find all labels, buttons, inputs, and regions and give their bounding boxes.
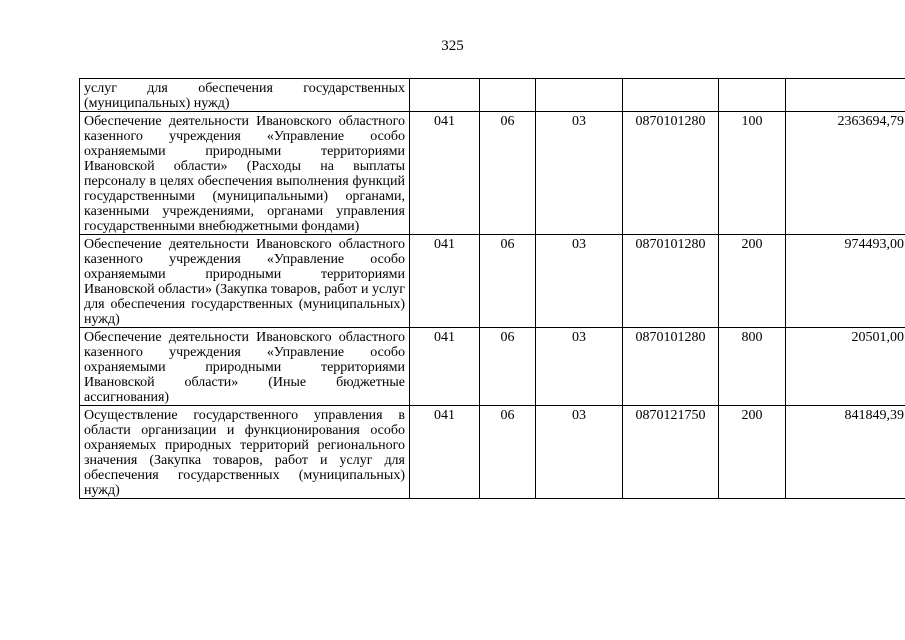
amount: 974493,00: [786, 235, 905, 328]
admin-code: 041: [410, 235, 480, 328]
admin-code: 041: [410, 406, 480, 499]
row-description: Обеспечение деятельности Ивановского областного казенного учреждения «Управление особо охраняемыми природными территориями Ивановской области» (Иные бюджетные ассигнования): [80, 328, 410, 406]
subsection-code: 03: [536, 328, 623, 406]
admin-code: 041: [410, 328, 480, 406]
expense-type-code: 100: [719, 112, 786, 235]
row-description: услуг для обеспечения государственных (муниципальных) нужд): [80, 79, 410, 112]
target-code: 0870101280: [623, 328, 719, 406]
expense-type-code: 200: [719, 235, 786, 328]
subsection-code: 03: [536, 235, 623, 328]
row-description: Обеспечение деятельности Ивановского областного казенного учреждения «Управление особо охраняемыми природными территориями Ивановской области» (Расходы на выплаты персоналу в целях обеспечения выполнения функций государственными (муниципальными) органами, казенными учреждениями, органами управления государственными внебюджетными фондами): [80, 112, 410, 235]
target-code: [623, 79, 719, 112]
row-description: Обеспечение деятельности Ивановского областного казенного учреждения «Управление особо охраняемыми природными территориями Ивановской области» (Закупка товаров, работ и услуг для обеспечения государственных (муниципальных) нужд): [80, 235, 410, 328]
admin-code: 041: [410, 112, 480, 235]
subsection-code: 03: [536, 406, 623, 499]
subsection-code: [536, 79, 623, 112]
budget-table: [79, 78, 905, 499]
section-code: [480, 79, 536, 112]
table-row: [80, 406, 905, 499]
table-row: [80, 235, 905, 328]
table-row: [80, 112, 905, 235]
section-code: 06: [480, 112, 536, 235]
page-number: 325: [441, 38, 464, 54]
section-code: 06: [480, 235, 536, 328]
expense-type-code: [719, 79, 786, 112]
amount: 841849,39: [786, 406, 905, 499]
target-code: 0870121750: [623, 406, 719, 499]
expense-type-code: 800: [719, 328, 786, 406]
row-description: Осуществление государственного управления в области организации и функционирования особо охраняемых природных территорий регионального значения (Закупка товаров, работ и услуг для обеспечения государственных (муниципальных) нужд): [80, 406, 410, 499]
amount: 2363694,79: [786, 112, 905, 235]
table-row: [80, 79, 905, 112]
amount: [786, 79, 905, 112]
table-row: [80, 328, 905, 406]
amount: 20501,00: [786, 328, 905, 406]
subsection-code: 03: [536, 112, 623, 235]
expense-type-code: 200: [719, 406, 786, 499]
section-code: 06: [480, 328, 536, 406]
target-code: 0870101280: [623, 235, 719, 328]
admin-code: [410, 79, 480, 112]
target-code: 0870101280: [623, 112, 719, 235]
section-code: 06: [480, 406, 536, 499]
